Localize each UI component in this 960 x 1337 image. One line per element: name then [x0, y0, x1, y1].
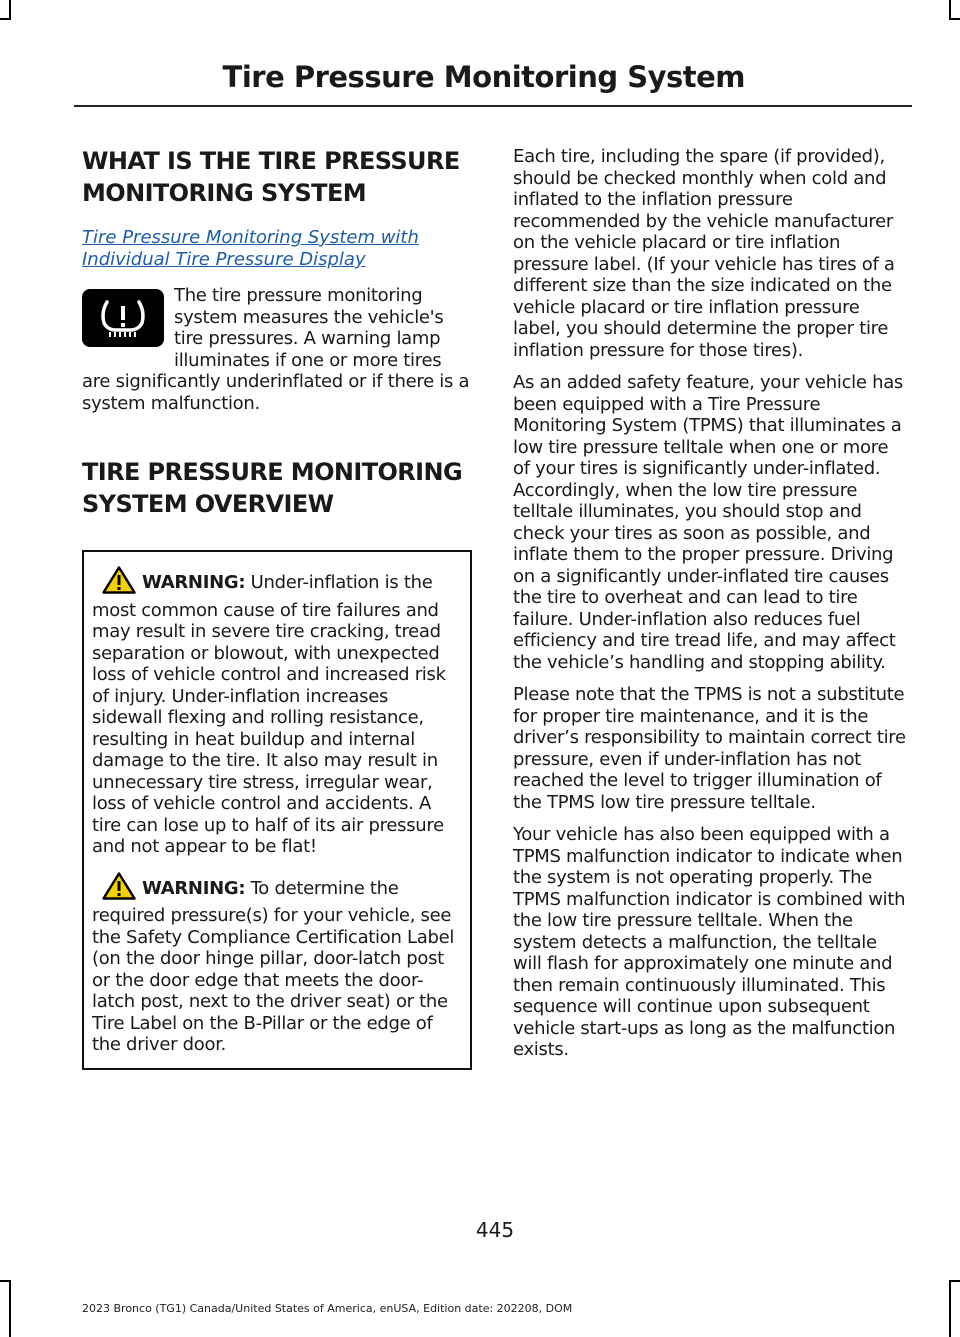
warning-paragraph	[92, 872, 462, 1056]
page-header-title: Tire Pressure Monitoring System	[222, 60, 745, 94]
crop-mark	[949, 18, 960, 20]
crop-mark	[0, 1280, 11, 1282]
warning-box	[82, 550, 472, 1070]
body-paragraph: As an added safety feature, your vehicle has been equipped with a Tire Pressure Monitoring System (TPMS) that illuminates a low tire pressure telltale when one or more of your tires is significantly under-inflated. Accordingly, when the low tire pressure telltale illuminates, you should stop and check your tires as soon as possible, and inflate them to the proper pressure. Driving on a significantly under-inflated tire causes the tire to overheat and can lead to tire failure. Under-inflation also reduces fuel efficiency and tire tread life, and may affect the vehicle’s handling and stopping ability.	[513, 372, 903, 673]
intro-text: The tire pressure monitoring system measures the vehicle's tire pressures. A warning lamp illuminates if one or more tires are significantly underinflated or if there is a system malfunction.	[82, 285, 470, 414]
header-divider	[74, 105, 912, 107]
crop-mark	[949, 0, 951, 20]
section-heading-overview: TIRE PRESSURE MONITORING SYSTEM OVERVIEW	[82, 458, 463, 518]
warning-triangle-icon	[102, 872, 136, 906]
warning-text: Under-inflation is the most common cause of tire failures and may result in severe tire cracking, tread separation or blowout, with unexpected loss of vehicle control and increased risk of injury. Under-inflation increases sidewall flexing and rolling resistance, resulting in heat buildup and internal damage to the tire. It also may result in unnecessary tire stress, irregular wear, loss of vehicle control and accidents. A tire can lose up to half of its air pressure and not appear to be flat!	[92, 572, 446, 857]
tpms-individual-display-link[interactable]: Tire Pressure Monitoring System with Individual Tire Pressure Display	[82, 227, 419, 270]
warning-label: WARNING:	[142, 877, 246, 899]
body-paragraph: Each tire, including the spare (if provided), should be checked monthly when cold and inflated to the inflation pressure recommended by the vehicle manufacturer on the vehicle placard or tire inflation pressure label. (If your vehicle has tires of a different size than the size indicated on the vehicle placard or tire inflation pressure label, you should determine the proper tire inflation pressure for those tires).	[513, 146, 895, 361]
section-heading-what-is: WHAT IS THE TIRE PRESSURE MONITORING SYSTEM	[82, 147, 460, 207]
intro-block	[82, 285, 472, 414]
page-number: 445	[475, 1218, 515, 1242]
warning-text: To determine the required pressure(s) for your vehicle, see the Safety Compliance Certification Label (on the door hinge pillar, door-latch post or the door edge that meets the door-latch post, next to the driver seat) or the Tire Label on the B-Pillar or the edge of the driver door.	[92, 877, 455, 1055]
warning-label: WARNING:	[142, 572, 246, 593]
crop-mark	[9, 1280, 11, 1337]
body-paragraph: Please note that the TPMS is not a substitute for proper tire maintenance, and it is the driver’s responsibility to maintain correct tire pressure, even if under-inflation has not reached the level to trigger illumination of the TPMS low tire pressure telltale.	[513, 684, 906, 813]
warning-paragraph	[92, 566, 462, 858]
crop-mark	[0, 18, 11, 20]
body-paragraph: Your vehicle has also been equipped with a TPMS malfunction indicator to indicate when the system is not operating properly. The TPMS malfunction indicator is combined with the low tire pressure telltale. When the system detects a malfunction, the telltale will flash for approximately one minute and then remain continuously illuminated. This sequence will continue upon subsequent vehicle start-ups as long as the malfunction exists.	[513, 824, 906, 1060]
warning-triangle-icon	[102, 566, 136, 600]
right-column	[513, 146, 908, 1072]
left-column	[82, 145, 472, 1070]
crop-mark	[949, 1280, 960, 1282]
edition-footer: 2023 Bronco (TG1) Canada/United States of America, enUSA, Edition date: 202208, DOM	[82, 1302, 573, 1315]
crop-mark	[949, 1280, 951, 1337]
crop-mark	[9, 0, 11, 20]
tpms-warning-icon	[82, 289, 164, 347]
